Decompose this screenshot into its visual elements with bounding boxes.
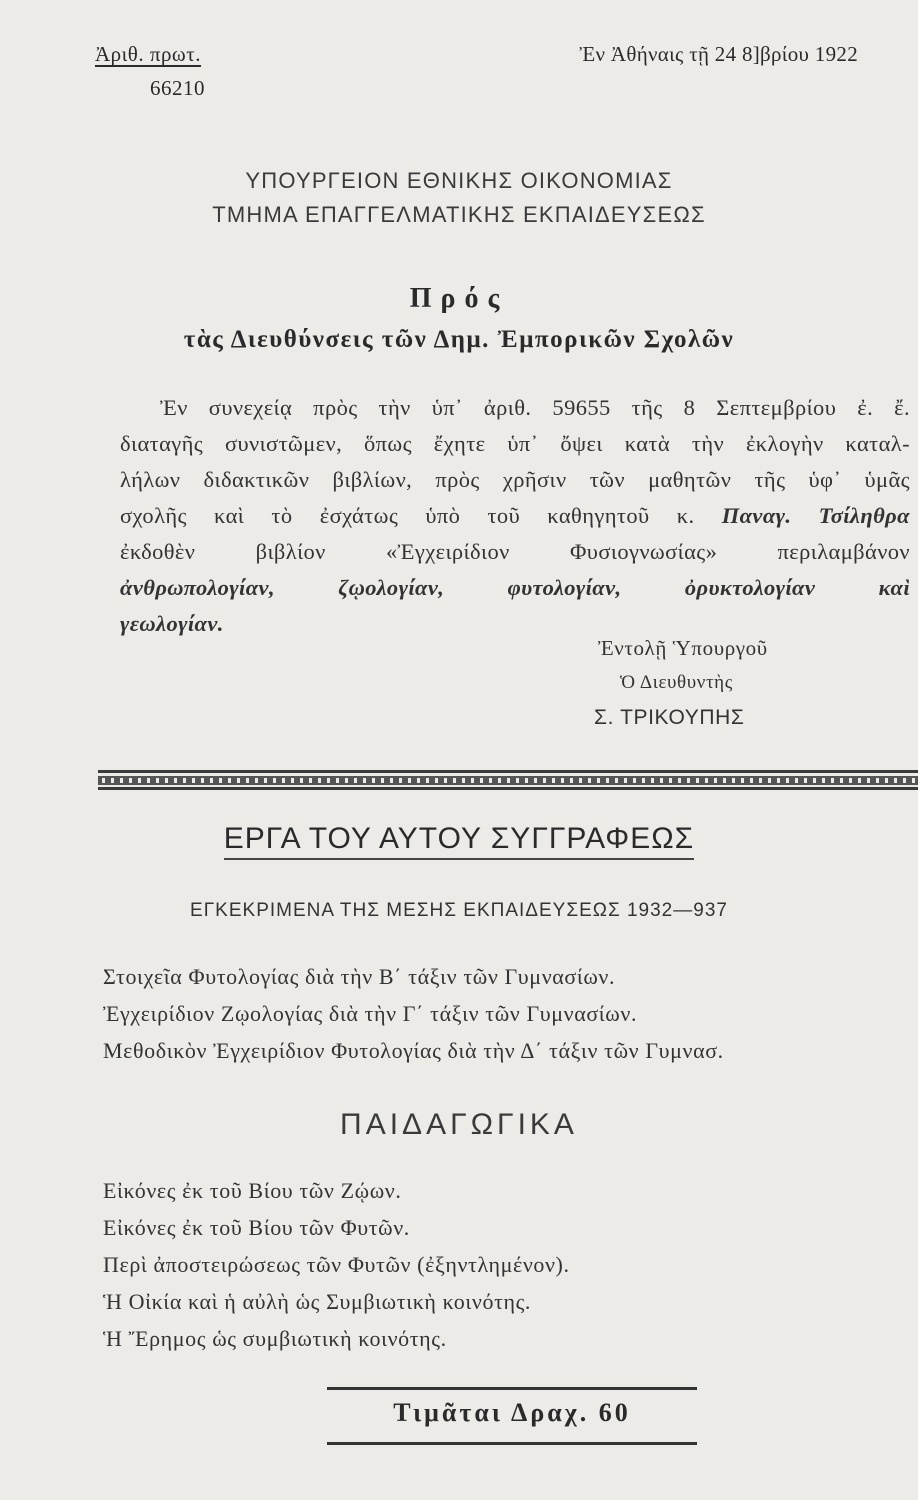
ornamental-divider (98, 770, 918, 790)
body-line: λήλων διδακτικῶν βιβλίων, πρὸς χρῆσιν τῶν μαθητῶν τῆς ὑφ᾽ ὑμᾶς (120, 467, 910, 492)
price-rule-bottom (327, 1442, 697, 1445)
price: Τιμᾶται Δραχ. 60 (393, 1398, 631, 1427)
body-line-text: σχολῆς καὶ τὸ ἐσχάτως ὑπὸ τοῦ καθηγητοῦ κ. (120, 503, 722, 528)
signature-order: Ἐντολῇ Ὑπουργοῦ (598, 636, 768, 660)
list-item: Ἡ Οἰκία καὶ ἡ αὐλὴ ὡς Συμβιωτικὴ κοινότης. (103, 1289, 532, 1314)
ministry-name: ΥΠΟΥΡΓΕΙΟΝ ΕΘΝΙΚΗΣ ΟΙΚΟΝΟΜΙΑΣ (245, 168, 673, 193)
list-item: Εἰκόνες ἐκ τοῦ Βίου τῶν Φυτῶν. (103, 1215, 410, 1240)
works-title-text: ΕΡΓΑ ΤΟΥ ΑΥΤΟΥ ΣΥΓΓΡΑΦΕΩΣ (224, 822, 694, 860)
body-line: ἐκδοθὲν βιβλίον «Ἐγχειρίδιον Φυσιογνωσίας» περιλαμβάνον (120, 539, 910, 564)
list-item: Ἡ Ἔρημος ὡς συμβιωτικὴ κοινότης. (103, 1326, 447, 1351)
addressee: τὰς Διευθύνσεις τῶν Δημ. Ἐμπορικῶν Σχολῶν (183, 326, 735, 353)
department-name: ΤΜΗΜΑ ΕΠΑΓΓΕΛΜΑΤΙΚΗΣ ΕΚΠΑΙΔΕΥΣΕΩΣ (212, 202, 706, 227)
place-date: Ἐν Ἀθήναις τῇ 24 8]βρίου 1922 (579, 42, 858, 66)
protocol-label: Ἀριθ. πρωτ. (95, 42, 201, 66)
letter-body (120, 390, 910, 642)
signature-title: Ὁ Διευθυντὴς (620, 672, 733, 693)
list-item: Εἰκόνες ἐκ τοῦ Βίου τῶν Ζῴων. (103, 1178, 402, 1203)
works-list (103, 958, 724, 1069)
protocol-number: 66210 (150, 76, 205, 100)
works-title (0, 822, 918, 856)
list-item: Περὶ ἀποστειρώσεως τῶν Φυτῶν (ἐξηντλημένον). (103, 1252, 570, 1277)
pros-heading: Πρός (409, 283, 509, 314)
signature-name: Σ. ΤΡΙΚΟΥΠΗΣ (594, 706, 745, 729)
approved-subtitle: ΕΓΚΕΚΡΙΜΕΝΑ ΤΗΣ ΜΕΣΗΣ ΕΚΠΑΙΔΕΥΣΕΩΣ 1932—937 (190, 900, 728, 921)
author-name: Παναγ. Τσίληθρα (721, 503, 910, 528)
list-item: Μεθοδικὸν Ἐγχειρίδιον Φυτολογίας διὰ τὴν Δ΄ τάξιν τῶν Γυμνασ. (103, 1038, 724, 1063)
body-line (120, 498, 910, 534)
pedagogical-title: ΠΑΙΔΑΓΩΓΙΚΑ (340, 1108, 578, 1141)
body-line: διαταγῆς συνιστῶμεν, ὅπως ἔχητε ὑπ᾽ ὄψει κατὰ τὴν ἐκλογὴν καταλ- (120, 431, 910, 456)
list-item: Στοιχεῖα Φυτολογίας διὰ τὴν Β΄ τάξιν τῶν Γυμνασίων. (103, 964, 616, 989)
body-line: Ἐν συνεχείᾳ πρὸς τὴν ὑπ᾽ ἀριθ. 59655 τῆς 8 Σεπτεμβρίου ἐ. ἔ. (160, 395, 910, 420)
body-line-subjects: ἀνθρωπολογίαν, ζῳολογίαν, φυτολογίαν, ὀρυκτολογίαν καὶ (120, 575, 910, 600)
list-item: Ἐγχειρίδιον Ζῳολογίας διὰ τὴν Γ΄ τάξιν τῶν Γυμνασίων. (103, 1001, 638, 1026)
pedagogical-list (103, 1172, 570, 1357)
price-rule-top (327, 1387, 697, 1390)
body-line-subjects-end: γεωλογίαν. (120, 611, 224, 636)
